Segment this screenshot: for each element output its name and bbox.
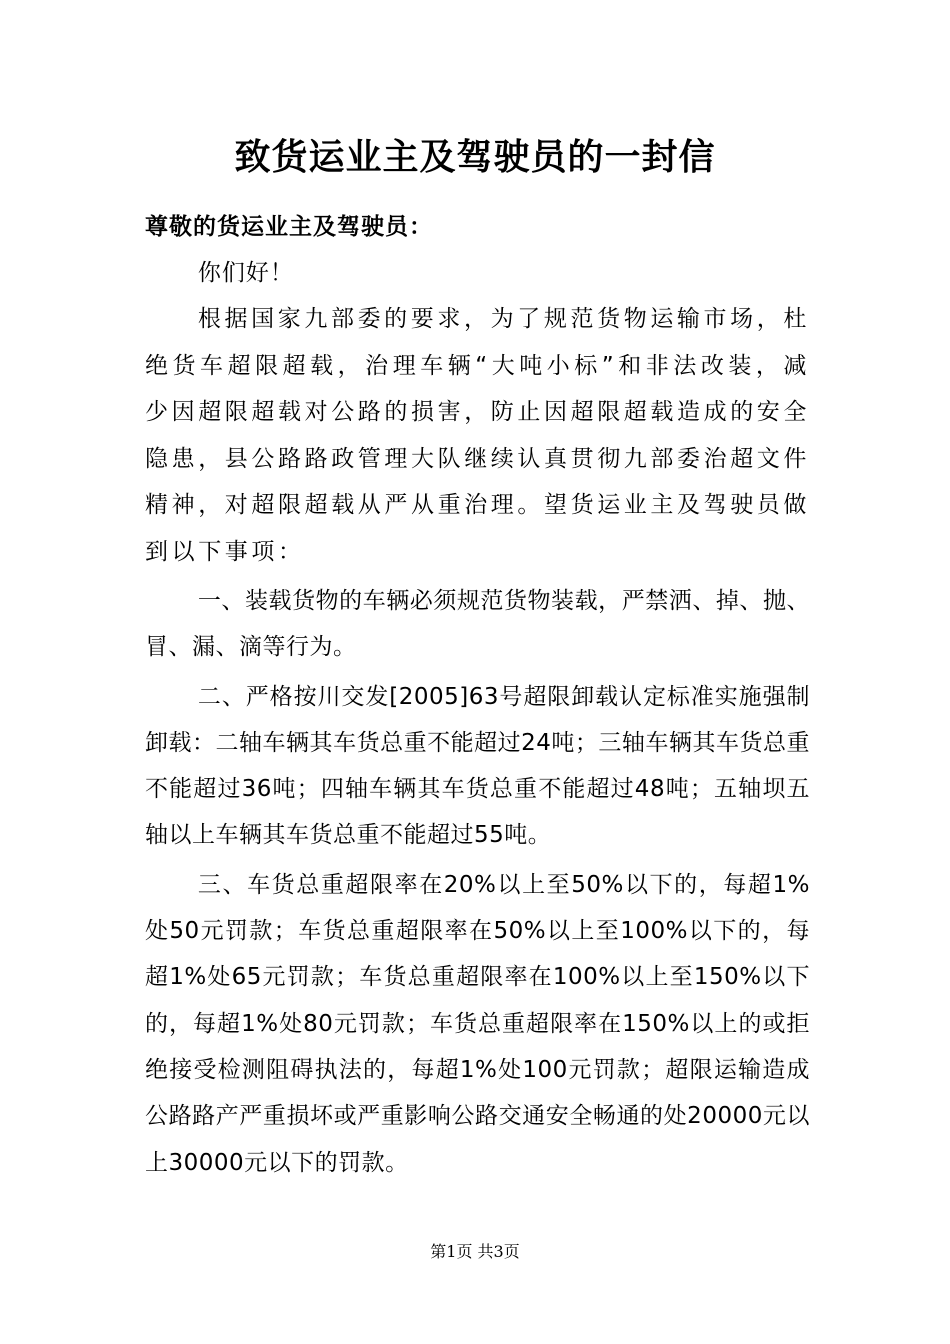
intro-paragraph: 根据国家九部委的要求，为了规范货物运输市场，杜绝货车超限超载，治理车辆“大吨小标”和非法改装，减少因超限超载对公路的损害，防止因超限超载造成的安全隐患，县公路路政管理大队继续认真贯彻九部委治超文件精神，对超限超载从严从重治理。望货运业主及驾驶员做到以下事项：: [145, 306, 810, 565]
rule-paragraph-1: 一、装载货物的车辆必须规范货物装载，严禁洒、掉、抛、冒、漏、滴等行为。: [145, 588, 810, 661]
greeting: 你们好！: [197, 260, 294, 286]
document-title: 致货运业主及驾驶员的一封信: [234, 136, 716, 178]
salutation: 尊敬的货运业主及驾驶员：: [145, 214, 433, 240]
rule-paragraph-3: 三、车货总重超限率在20%以上至50%以下的，每超1%处50元罚款；车货总重超限率在50%以上至100%以下的，每超1%处65元罚款；车货总重超限率在100%以上至150%以下的，每超1%处80元罚款；车货总重超限率在150%以上的或拒绝接受检测阻碍执法的，每超1%处100元罚款；超限运输造成公路路产严重损坏或严重影响公路交通安全畅通的处20000元以上30000元以下的罚款。: [145, 871, 810, 1176]
letter-body: [145, 204, 810, 1186]
rule-paragraph-2: 二、严格按川交发[2005]63号超限卸载认定标准实施强制卸载：二轴车辆其车货总重不能超过24吨；三轴车辆其车货总重不能超过36吨；四轴车辆其车货总重不能超过48吨；五轴坝五轴以上车辆其车货总重不能超过55吨。: [145, 683, 810, 849]
page-footer: 第1页 共3页: [430, 1242, 520, 1261]
